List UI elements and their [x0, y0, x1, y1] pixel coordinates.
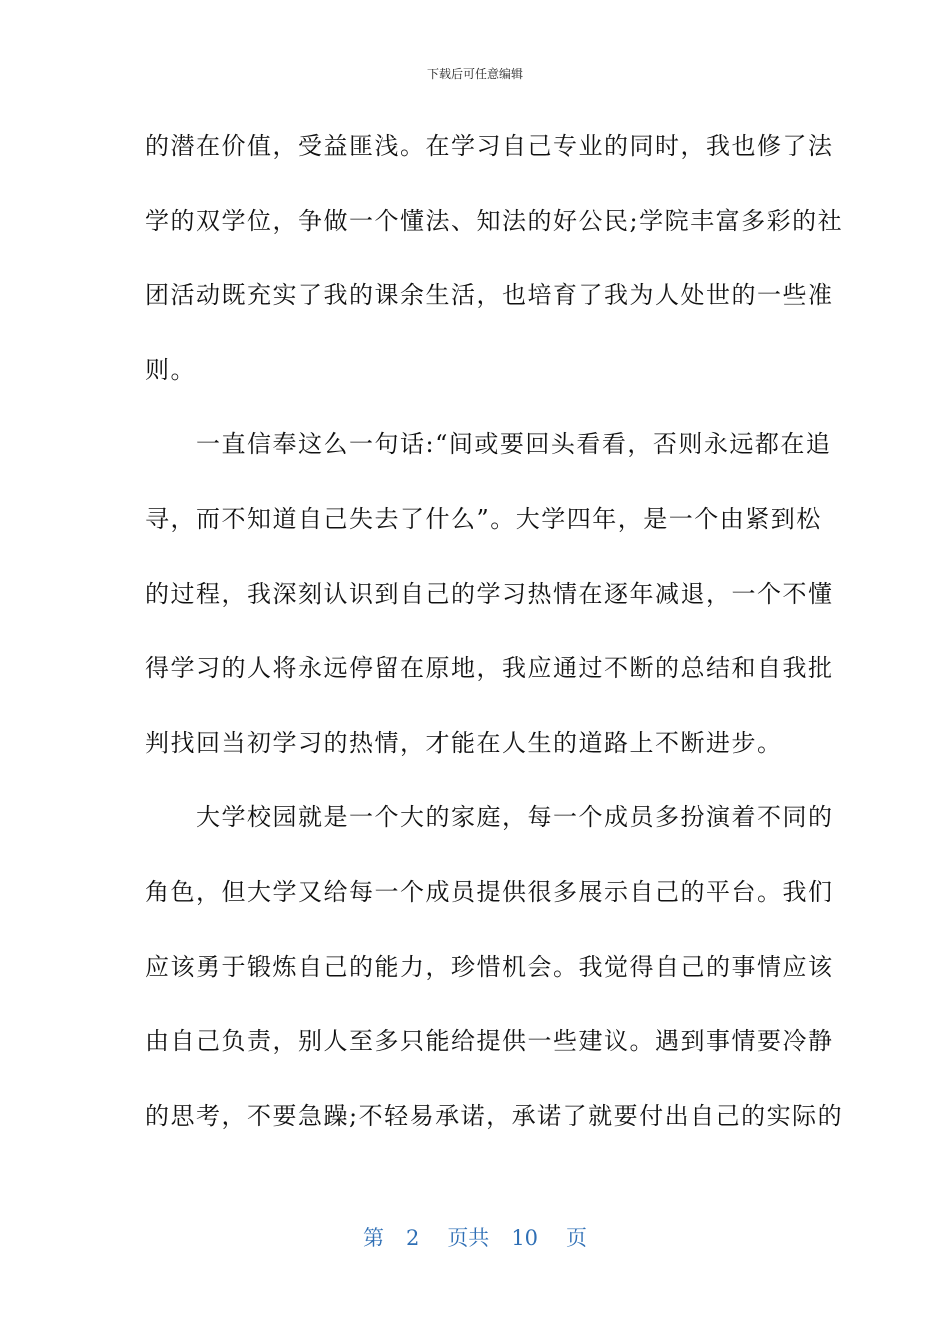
text-line: 的过程，我深刻认识到自己的学习热情在逐年减退，一个不懂 [145, 579, 834, 608]
total-pages-number: 10 [511, 1226, 539, 1250]
footer-middle: 页共 [447, 1226, 490, 1250]
document-body [145, 118, 844, 1162]
text-line: 大学校园就是一个大的家庭，每一个成员多扮演着不同的 [145, 803, 834, 832]
paragraph-2 [145, 416, 834, 789]
page-header: 下载后可任意编辑 [426, 67, 523, 81]
page-footer [0, 1222, 950, 1254]
text-line: 由自己负责，别人至多只能给提供一些建议。遇到事情要冷静 [145, 1027, 834, 1056]
text-line: 学的双学位，争做一个懂法、知法的好公民;学院丰富多彩的社 [145, 206, 844, 235]
current-page-number: 2 [405, 1226, 420, 1250]
text-line: 角色，但大学又给每一个成员提供很多展示自己的平台。我们 [145, 877, 834, 906]
paragraph-3 [145, 789, 844, 1162]
text-line: 寻，而不知道自己失去了什么”。大学四年，是一个由紧到松 [145, 504, 822, 533]
text-line: 应该勇于锻炼自己的能力，珍惜机会。我觉得自己的事情应该 [145, 952, 834, 981]
footer-prefix: 第 [362, 1226, 384, 1250]
text-line: 团活动既充实了我的课余生活，也培育了我为人处世的一些准 [145, 281, 834, 310]
text-line: 得学习的人将永远停留在原地，我应通过不断的总结和自我批 [145, 654, 834, 683]
text-line: 的思考，不要急躁;不轻易承诺，承诺了就要付出自己的实际的 [145, 1101, 844, 1130]
text-line: 的潜在价值，受益匪浅。在学习自己专业的同时，我也修了法 [145, 132, 834, 160]
text-line: 则。 [145, 355, 196, 384]
paragraph-1 [145, 118, 844, 416]
footer-suffix: 页 [566, 1226, 588, 1250]
text-line: 一直信奉这么一句话:“间或要回头看看，否则永远都在追 [145, 430, 832, 459]
text-line: 判找回当初学习的热情，才能在人生的道路上不断进步。 [145, 728, 783, 757]
